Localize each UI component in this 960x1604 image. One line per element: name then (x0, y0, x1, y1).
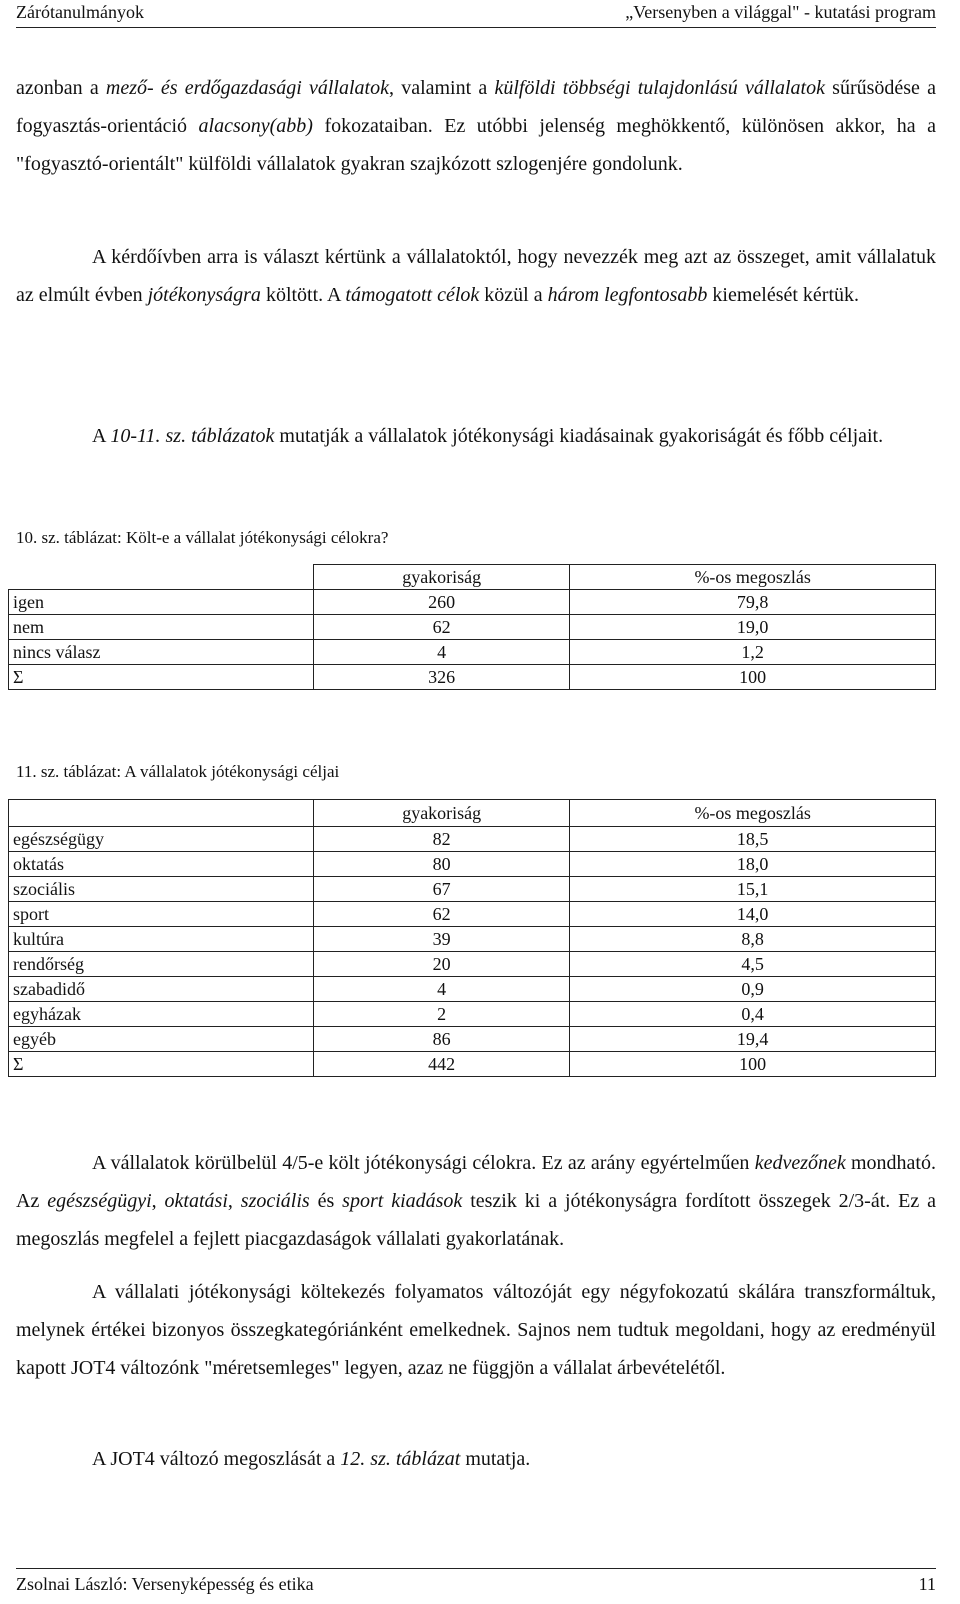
table-row (9, 952, 936, 977)
percent-cell: 79,8 (570, 590, 936, 615)
footer-divider (16, 1568, 936, 1569)
table-header-frequency: gyakoriság (314, 800, 570, 827)
page-header (16, 0, 936, 26)
row-label: egészségügy (9, 827, 314, 852)
frequency-cell: 62 (314, 902, 570, 927)
table-row (9, 1027, 936, 1052)
table-row (9, 665, 936, 690)
header-left: Zárótanulmányok (16, 2, 144, 22)
row-label: Σ (9, 1052, 314, 1077)
percent-cell: 0,9 (570, 977, 936, 1002)
percent-cell: 18,5 (570, 827, 936, 852)
page-number: 11 (918, 1574, 936, 1594)
paragraph-2: A kérdőívben arra is választ kértünk a vállalatoktól, hogy nevezzék meg azt az összeget, amit vállalatuk az elmúlt évben jótékonyságra költött. A támogatott célok közül a három legfontosabb kiemelését kértük. (16, 246, 936, 306)
frequency-cell: 62 (314, 615, 570, 640)
row-label: sport (9, 902, 314, 927)
table-header-empty (9, 800, 314, 827)
row-label: szociális (9, 877, 314, 902)
row-label: kultúra (9, 927, 314, 952)
header-divider (16, 27, 936, 28)
frequency-cell: 2 (314, 1002, 570, 1027)
table-header-percent: %-os megoszlás (570, 800, 936, 827)
row-label: egyéb (9, 1027, 314, 1052)
frequency-cell: 4 (314, 977, 570, 1002)
percent-cell: 0,4 (570, 1002, 936, 1027)
percent-cell: 15,1 (570, 877, 936, 902)
table-row (9, 852, 936, 877)
table-row (9, 615, 936, 640)
row-label: nem (9, 615, 314, 640)
table-row (9, 1002, 936, 1027)
table-row (9, 927, 936, 952)
row-label: nincs válasz (9, 640, 314, 665)
frequency-cell: 39 (314, 927, 570, 952)
frequency-cell: 326 (314, 665, 570, 690)
paragraph-6: A JOT4 változó megoszlását a 12. sz. táblázat mutatja. (92, 1448, 531, 1470)
table-row (9, 590, 936, 615)
paragraph-1: azonban a mező- és erdőgazdasági vállalatok, valamint a külföldi többségi tulajdonlású vállalatok sűrűsödése a fogyasztás-orientáció alacsony(abb) fokozataiban. Ez utóbbi jelenség meghökkentő, különösen akkor, ha a "fogyasztó-orientált" külföldi vállalatok gyakran szajkózott szlogenjére gondolunk. (16, 77, 937, 175)
row-label: egyházak (9, 1002, 314, 1027)
row-label: Σ (9, 665, 314, 690)
table-10-caption: 10. sz. táblázat: Költ-e a vállalat jótékonysági célokra? (16, 528, 389, 547)
table-row (9, 877, 936, 902)
frequency-cell: 82 (314, 827, 570, 852)
table-10 (8, 564, 936, 690)
row-label: szabadidő (9, 977, 314, 1002)
table-row (9, 827, 936, 852)
frequency-cell: 4 (314, 640, 570, 665)
table-row (9, 640, 936, 665)
table-row (9, 977, 936, 1002)
table-header-percent: %-os megoszlás (570, 565, 936, 590)
frequency-cell: 442 (314, 1052, 570, 1077)
percent-cell: 8,8 (570, 927, 936, 952)
paragraph-4: A vállalatok körülbelül 4/5-e költ jótékonysági célokra. Ez az arány egyértelműen kedvezőnek mondható. Az egészségügyi, oktatási, szociális és sport kiadások teszik ki a jótékonyságra fordított összegek 2/3-át. Ez a megoszlás megfelel a fejlett piacgazdaságok vállalati gyakorlatának. (16, 1152, 937, 1250)
percent-cell: 4,5 (570, 952, 936, 977)
table-row (9, 902, 936, 927)
table-11 (8, 799, 936, 1077)
row-label: igen (9, 590, 314, 615)
percent-cell: 19,0 (570, 615, 936, 640)
percent-cell: 1,2 (570, 640, 936, 665)
paragraph-5: A vállalati jótékonysági költekezés folyamatos változóját egy négyfokozatú skálára transzformáltuk, melynek értékei bizonyos összegkategóriánként emelkednek. Sajnos nem tudtuk megoldani, hogy az eredményül kapott JOT4 változónk "méretsemleges" legyen, azaz ne függjön a vállalat árbevételétől. (16, 1281, 936, 1379)
frequency-cell: 67 (314, 877, 570, 902)
frequency-cell: 86 (314, 1027, 570, 1052)
paragraph-3: A 10-11. sz. táblázatok mutatják a vállalatok jótékonysági kiadásainak gyakoriságát és főbb céljait. (92, 425, 884, 447)
row-label: oktatás (9, 852, 314, 877)
footer-left: Zsolnai László: Versenyképesség és etika (16, 1574, 314, 1594)
table-header-frequency: gyakoriság (314, 565, 570, 590)
header-right: „Versenyben a világgal" - kutatási program (625, 2, 936, 22)
table-11-caption: 11. sz. táblázat: A vállalatok jótékonysági céljai (16, 762, 340, 781)
percent-cell: 14,0 (570, 902, 936, 927)
table-row (9, 1052, 936, 1077)
percent-cell: 18,0 (570, 852, 936, 877)
frequency-cell: 260 (314, 590, 570, 615)
percent-cell: 100 (570, 1052, 936, 1077)
percent-cell: 100 (570, 665, 936, 690)
row-label: rendőrség (9, 952, 314, 977)
percent-cell: 19,4 (570, 1027, 936, 1052)
table-header-empty (9, 565, 314, 590)
frequency-cell: 80 (314, 852, 570, 877)
frequency-cell: 20 (314, 952, 570, 977)
